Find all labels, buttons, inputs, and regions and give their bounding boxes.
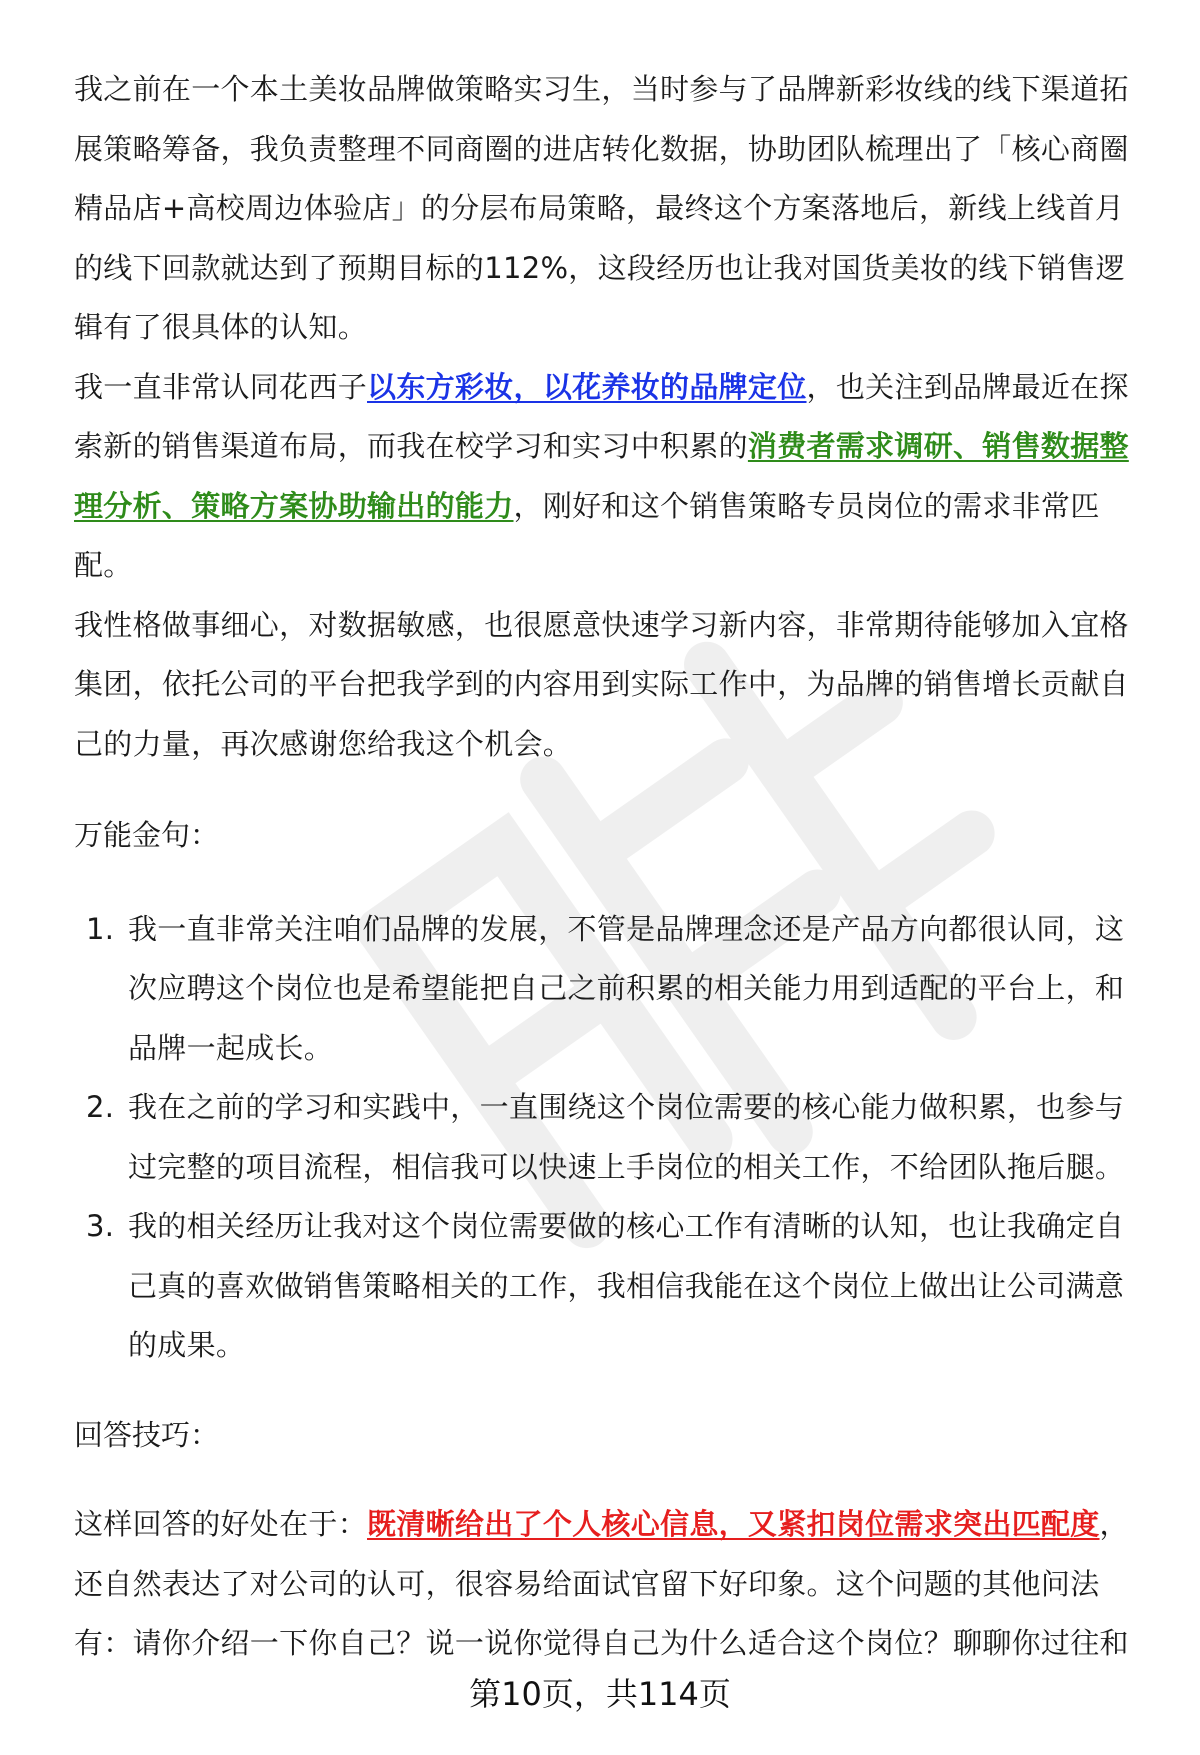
list-item-number: 3. bbox=[86, 1209, 115, 1243]
section-heading-answer-tips: 回答技巧： bbox=[74, 1417, 220, 1452]
paragraph-brand-fit-text-c: ，刚好和这个销售策略专员岗位的需求非常匹配。 bbox=[74, 488, 1100, 582]
list-item-text: 我在之前的学习和实践中，一直围绕这个岗位需要的核心能力做积累，也参与过完整的项目流程，相信我可以快速上手岗位的相关工作，不给团队拖后腿。 bbox=[128, 1090, 1125, 1184]
paragraph-personality: 我性格做事细心，对数据敏感，也很愿意快速学习新内容，非常期待能够加入宜格集团，依托公司的平台把我学到的内容用到实际工作中，为品牌的销售增长贡献自己的力量，再次感谢您给我这个机会。 bbox=[74, 607, 1129, 761]
highlight-abilities: 消费者需求调研、销售数据整理分析、策略方案协助输出的能力 bbox=[74, 429, 1129, 523]
highlight-brand-positioning: 以东方彩妆，以花养妆的品牌定位 bbox=[367, 369, 807, 404]
paragraph-answer-tips-text-b: ，还自然表达了对公司的认可，很容易给面试官留下好印象。这个问题的其他问法有：请你介绍一下你自己？说一说你觉得自己为什么适合这个岗位？聊聊你过往和 bbox=[74, 1507, 1129, 1660]
paragraph-answer-tips bbox=[74, 1495, 1146, 1674]
paragraph-experience: 我之前在一个本土美妆品牌做策略实习生，当时参与了品牌新彩妆线的线下渠道拓展策略筹备，我负责整理不同商圈的进店转化数据，协助团队梳理出了「核心商圈精品店+高校周边体验店」的分层布局策略，最终这个方案落地后，新线上线首月的线下回款就达到了预期目标的112%，这段经历也让我对国货美妆的线下销售逻辑有了很具体的认知。 bbox=[74, 72, 1129, 344]
list-item bbox=[74, 900, 1146, 1079]
list-item bbox=[74, 1078, 1146, 1197]
golden-sentences-list bbox=[74, 900, 1146, 1376]
section-heading-golden-sentences: 万能金句： bbox=[74, 818, 220, 852]
paragraph-brand-fit bbox=[74, 358, 1146, 596]
page-number-footer: 第10页，共114页 bbox=[469, 1675, 731, 1713]
list-item-text: 我一直非常关注咱们品牌的发展，不管是品牌理念还是产品方向都很认同，这次应聘这个岗位也是希望能把自己之前积累的相关能力用到适配的平台上，和品牌一起成长。 bbox=[128, 911, 1125, 1065]
list-item-text: 我的相关经历让我对这个岗位需要做的核心工作有清晰的认知，也让我确定自己真的喜欢做销售策略相关的工作，我相信我能在这个岗位上做出让公司满意的成果。 bbox=[128, 1209, 1125, 1362]
highlight-key-benefit: 既清晰给出了个人核心信息，又紧扣岗位需求突出匹配度 bbox=[367, 1507, 1100, 1541]
paragraph-brand-fit-text-b: ，也关注到品牌最近在探索新的销售渠道布局，而我在校学习和实习中积累的 bbox=[74, 369, 1129, 463]
list-item bbox=[74, 1197, 1146, 1376]
paragraph-brand-fit-text-a: 我一直非常认同花西子 bbox=[74, 369, 368, 404]
paragraph-answer-tips-text-a: 这样回答的好处在于： bbox=[74, 1507, 368, 1541]
list-item-number: 1. bbox=[86, 911, 115, 946]
list-item-number: 2. bbox=[86, 1090, 115, 1124]
document-body bbox=[74, 60, 1146, 1674]
